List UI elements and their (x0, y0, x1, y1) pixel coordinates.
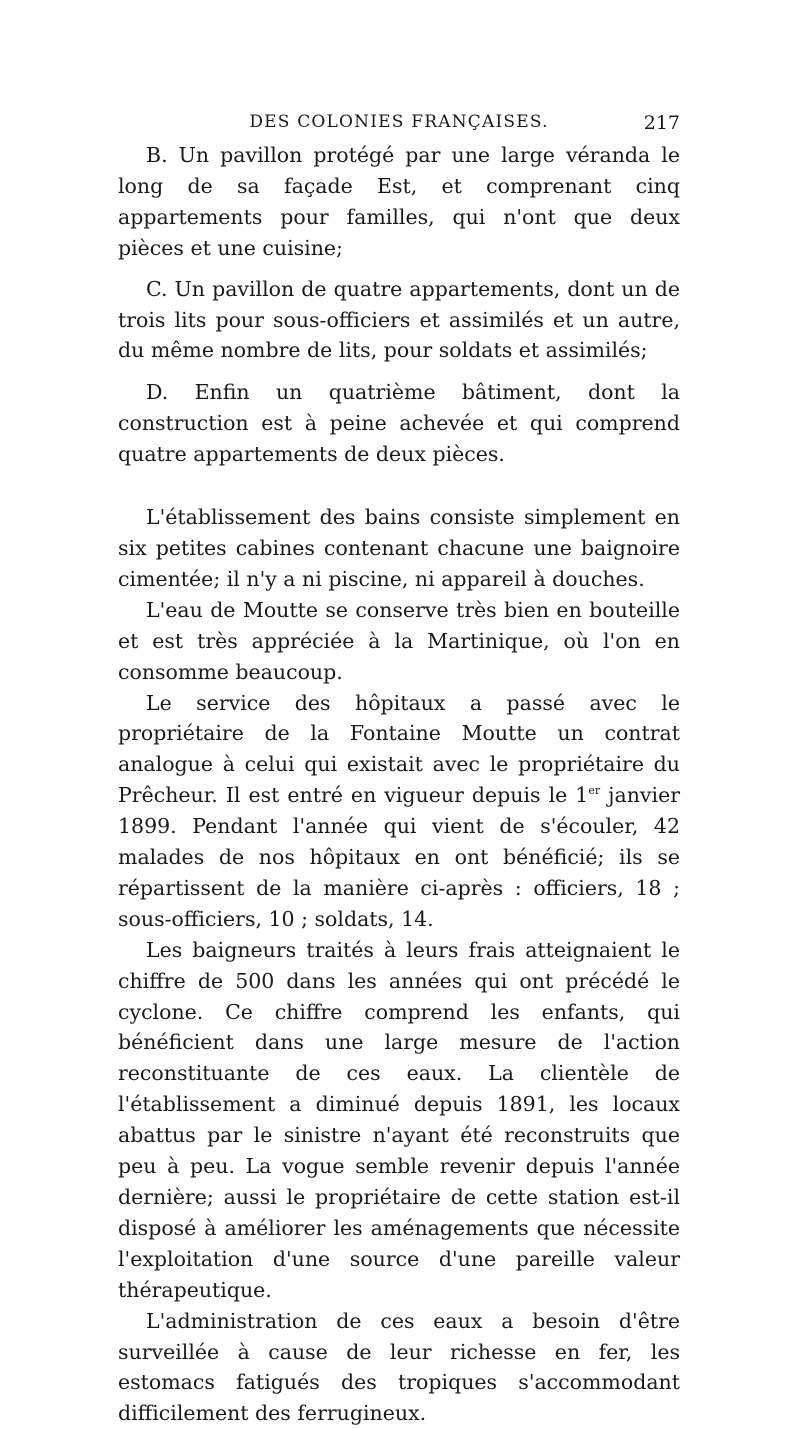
body-text (118, 140, 680, 1429)
paragraph-bathers: Les baigneurs traités à leurs frais atteignaient le chiffre de 500 dans les années qui ont précédé le cyclone. Ce chiffre comprend les enfants, qui bénéficient dans une large mesure de l'action reconstituante de ces eaux. La clientèle de l'établissement a diminué depuis 1891, les locaux abattus par le sinistre n'ayant été reconstruits que peu à peu. La vogue semble revenir depuis l'année dernière; aussi le propriétaire de cette station est-il disposé à améliorer les aménagements que nécessite l'exploitation d'une source d'une pareille valeur thérapeutique. (118, 937, 680, 1302)
contract-text-end: janvier 1899. Pendant l'année qui vient de s'écouler, 42 malades de nos hôpitaux en ont bénéficié; ils se répartissent de la manière ci-après : officiers, 18 ; sous-officiers, 10 ; soldats, 14. (118, 783, 680, 931)
page-number: 217 (643, 112, 680, 134)
page-header (118, 112, 680, 138)
paragraph-baths: L'établissement des bains consiste simplement en six petites cabines contenant chacune une baignoire cimentée; il n'y a ni piscine, ni appareil à douches. (118, 505, 680, 591)
ordinal-superscript: er (588, 784, 601, 798)
paragraph-hospital-contract (118, 688, 680, 935)
paragraph-administration: L'administration de ces eaux a besoin d'être surveillée à cause de leur richesse en fer, les estomacs fatigués des tropiques s'accommodant difficilement des ferrugineux. (118, 1308, 680, 1426)
paragraph-b: B. Un pavillon protégé par une large véranda le long de sa façade Est, et comprenant cinq appartements pour familles, qui n'ont que deux pièces et une cuisine; (118, 143, 680, 260)
contract-text-start: Le service des hôpitaux a passé avec le propriétaire de la Fontaine Moutte un contrat analogue à celui qui existait avec le propriétaire du Prêcheur. Il est entré en vigueur depuis le 1 (118, 690, 680, 808)
paragraph-moutte-water: L'eau de Moutte se conserve très bien en bouteille et est très appréciée à la Martinique, où l'on en consomme beaucoup. (118, 597, 680, 684)
paragraph-d: D. Enfin un quatrième bâtiment, dont la construction est à peine achevée et qui comprend quatre appartements de deux pièces. (118, 380, 680, 467)
paragraph-c: C. Un pavillon de quatre appartements, dont un de trois lits pour sous-officiers et assimilés et un autre, du même nombre de lits, pour soldats et assimilés; (118, 276, 680, 363)
running-head: DES COLONIES FRANÇAISES. (249, 112, 549, 132)
